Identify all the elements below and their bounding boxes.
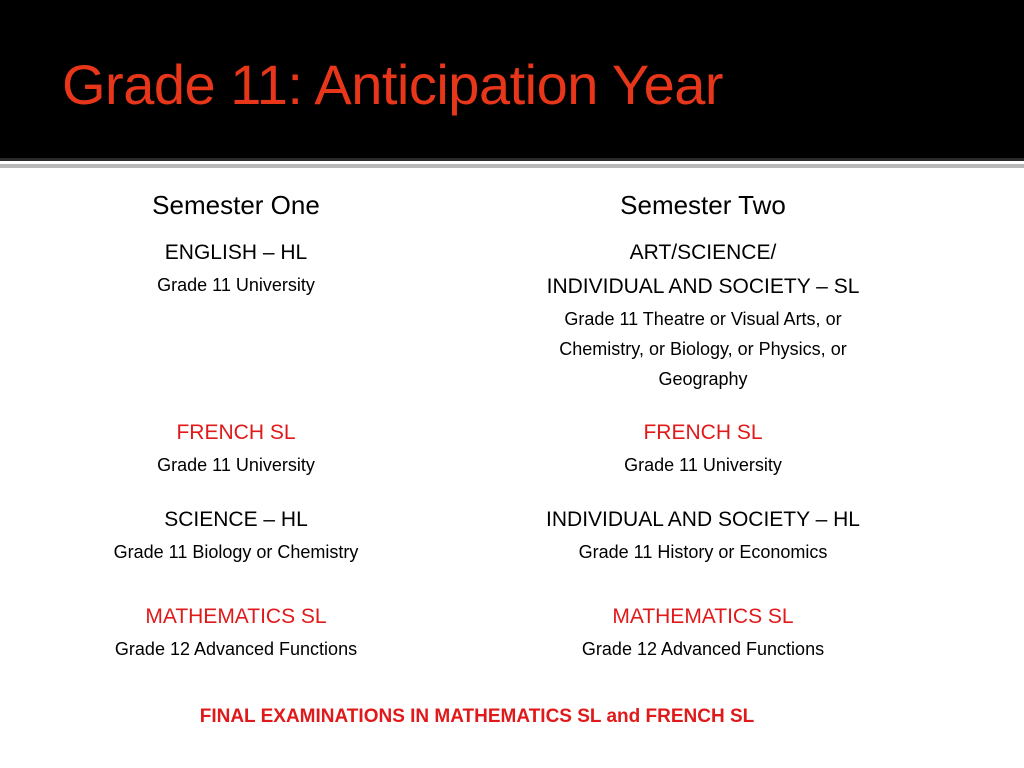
course-detail: Grade 11 Biology or Chemistry <box>113 542 359 562</box>
course-name: MATHEMATICS SL <box>145 605 327 628</box>
course-detail: Grade 11 University <box>624 455 782 475</box>
course-english-hl <box>1 236 471 300</box>
course-name: MATHEMATICS SL <box>612 605 794 628</box>
course-science-hl <box>1 503 471 567</box>
course-mathematics-sl <box>468 600 938 664</box>
course-name: SCIENCE – HL <box>164 508 308 531</box>
semester-one-heading: Semester One <box>152 190 320 220</box>
semester-two-heading: Semester Two <box>620 190 786 220</box>
course-name: FRENCH SL <box>643 421 763 444</box>
course-detail: Grade 11 History or Economics <box>578 542 828 562</box>
course-name: INDIVIDUAL AND SOCIETY – HL <box>546 508 860 531</box>
course-detail: Grade 12 Advanced Functions <box>581 639 825 659</box>
title-bar <box>0 0 1024 158</box>
course-detail: Grade 12 Advanced Functions <box>114 639 358 659</box>
course-detail-line-2: Chemistry, or Biology, or Physics, or <box>559 339 847 359</box>
title-divider-dark <box>0 158 1024 161</box>
course-french-sl <box>468 416 938 480</box>
course-individual-society-hl <box>468 503 938 567</box>
course-french-sl <box>1 416 471 480</box>
course-detail: Grade 11 University <box>157 275 315 295</box>
slide-title: Grade 11: Anticipation Year <box>62 53 724 116</box>
course-name-line-2: INDIVIDUAL AND SOCIETY – SL <box>546 275 860 298</box>
course-detail-line-3: Geography <box>658 369 748 389</box>
course-art-science-individual-society-sl <box>468 236 938 394</box>
course-name-line-1: ART/SCIENCE/ <box>629 241 777 264</box>
course-mathematics-sl <box>1 600 471 664</box>
course-name: ENGLISH – HL <box>164 241 308 264</box>
title-divider-grey <box>0 164 1024 168</box>
final-examinations-note: FINAL EXAMINATIONS IN MATHEMATICS SL and FRENCH SL <box>199 706 755 727</box>
course-name: FRENCH SL <box>176 421 296 444</box>
course-detail-line-1: Grade 11 Theatre or Visual Arts, or <box>564 309 842 329</box>
course-detail: Grade 11 University <box>157 455 315 475</box>
